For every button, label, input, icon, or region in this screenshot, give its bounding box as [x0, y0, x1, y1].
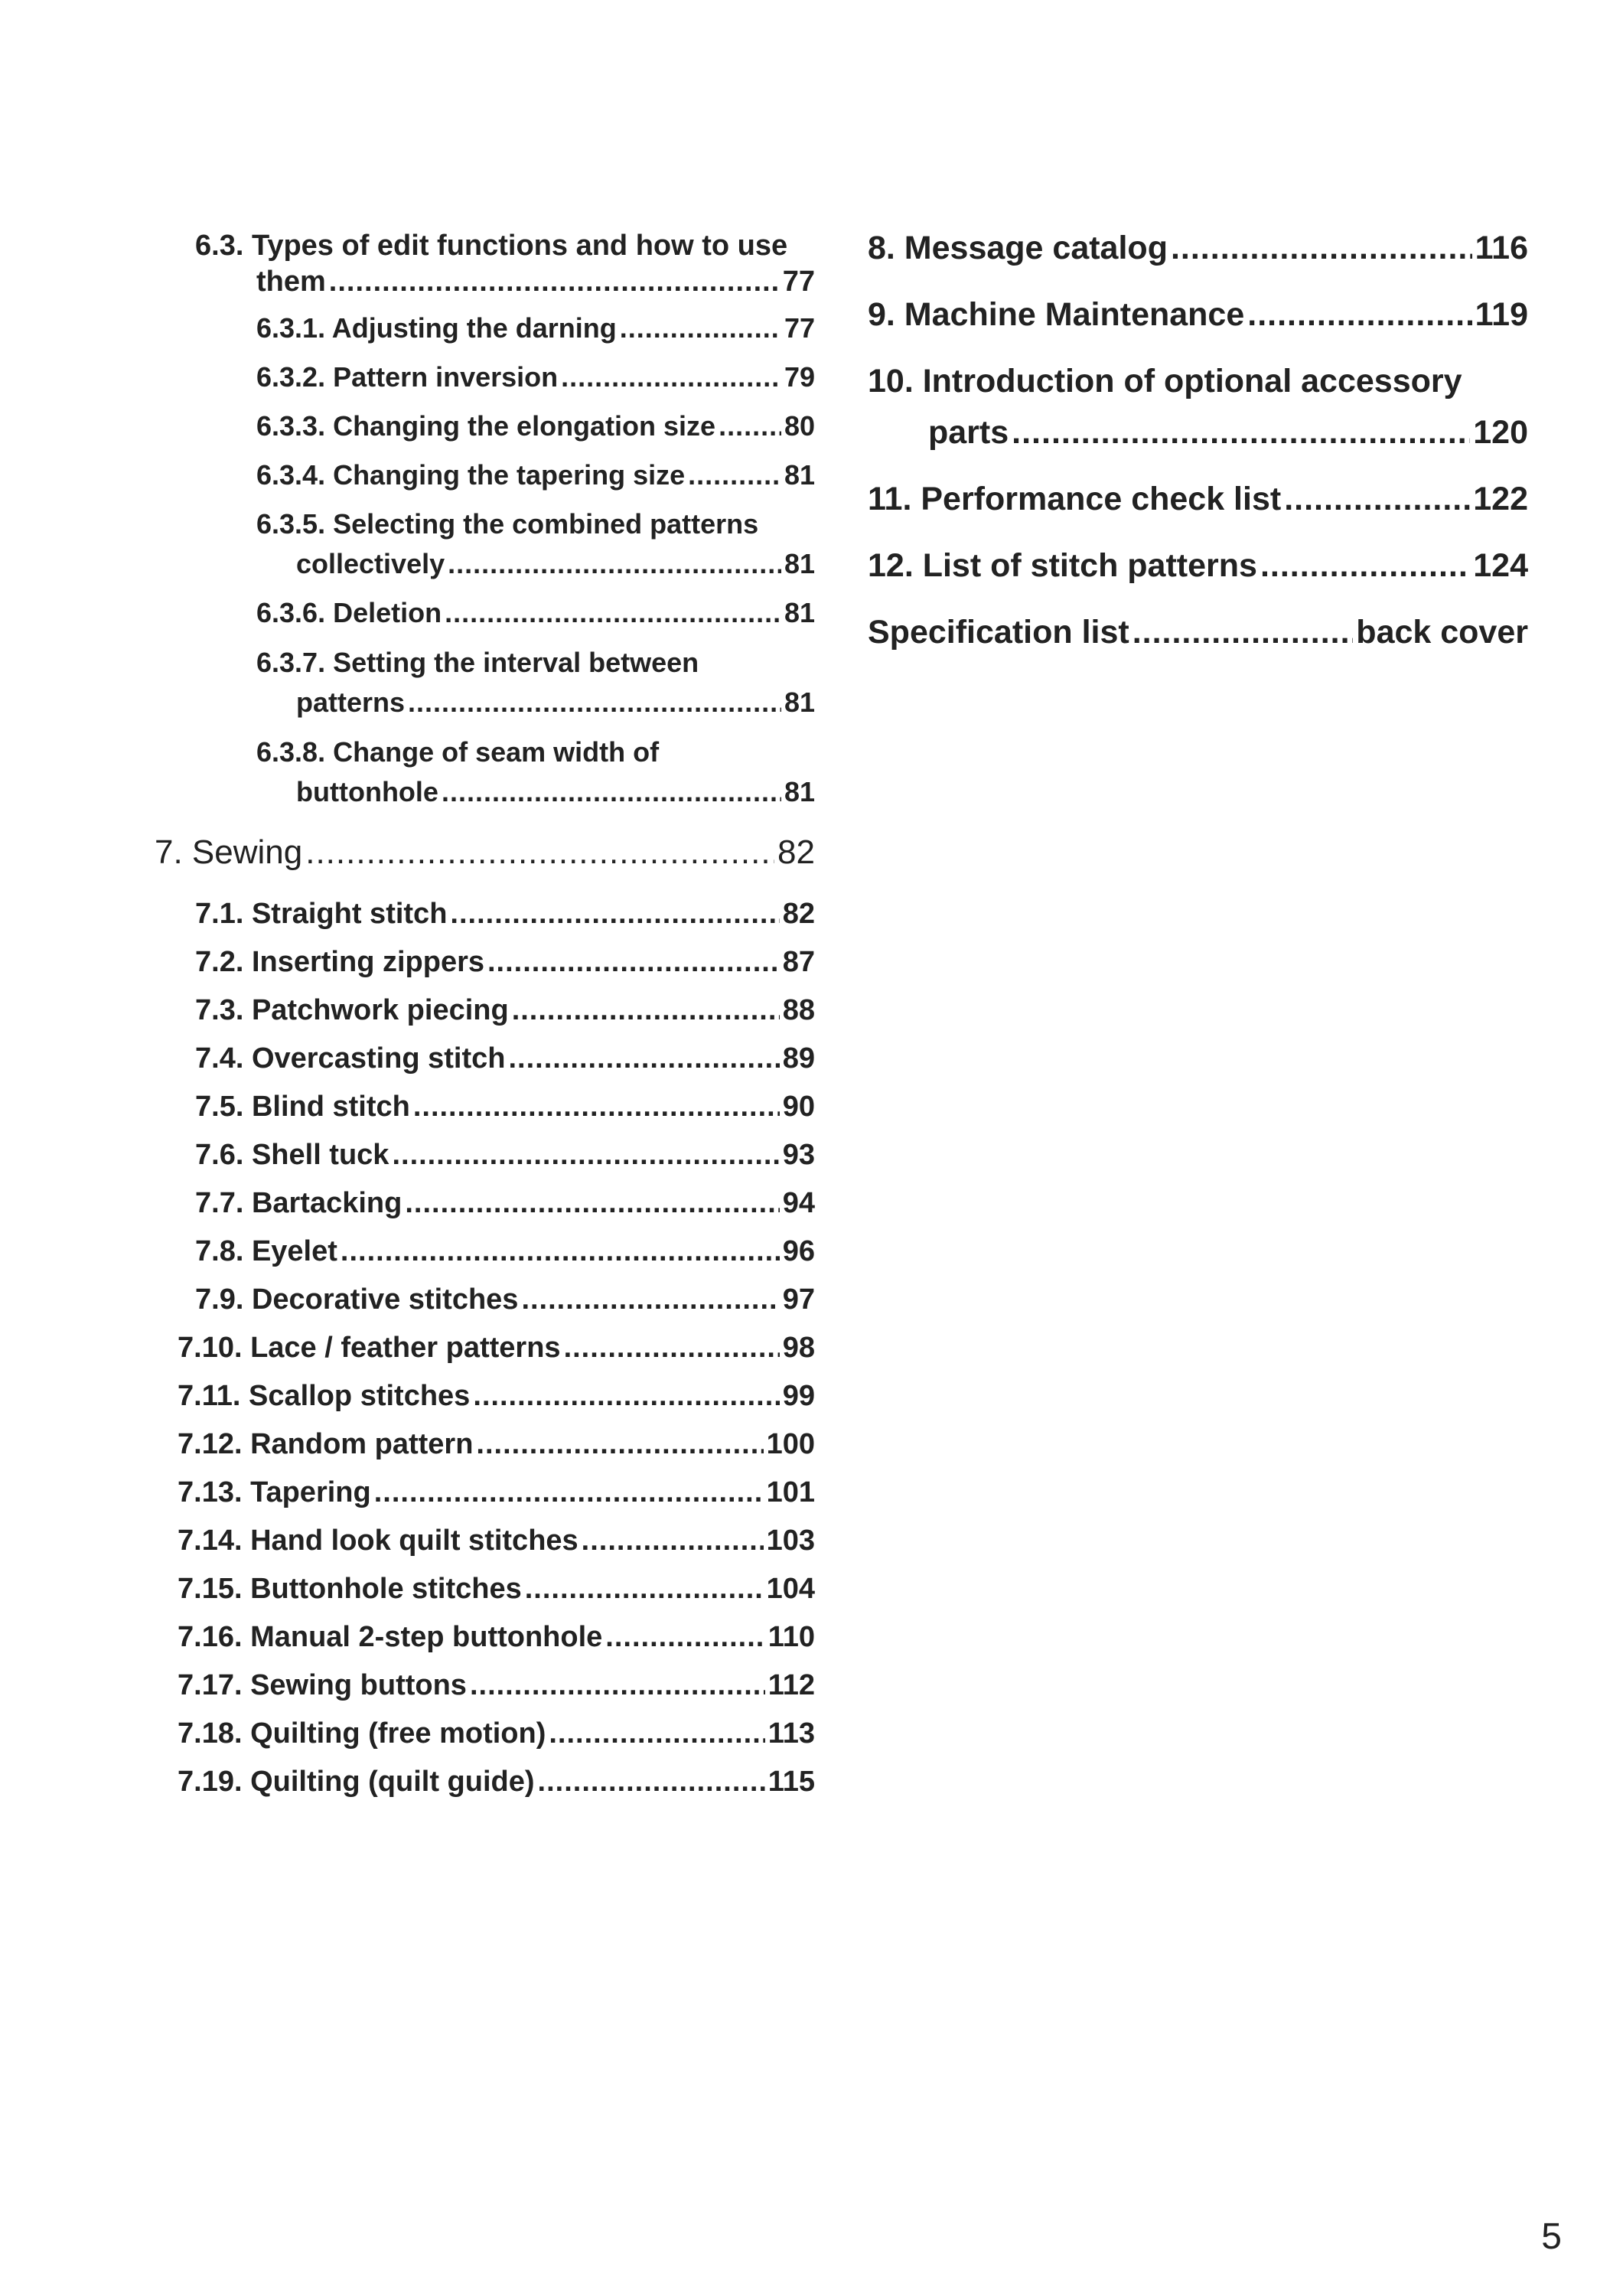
toc-entry-page: 119 [1475, 296, 1528, 333]
leader-dots [564, 1332, 780, 1365]
toc-chapter-10[interactable] [928, 414, 1528, 452]
toc-entry-page: 97 [782, 1283, 815, 1316]
toc-chapter-12[interactable] [868, 547, 1528, 585]
toc-entry-page: 77 [784, 312, 815, 344]
toc-entry-title: 7.7. Bartacking [195, 1187, 402, 1219]
leader-dots [538, 1766, 765, 1799]
toc-entry-page: 115 [768, 1766, 815, 1798]
toc-entry-title: 7.5. Blind stitch [195, 1091, 410, 1123]
leader-dots [1133, 614, 1354, 651]
toc-entry-page: 93 [782, 1139, 815, 1171]
toc-entry-7-12[interactable] [178, 1428, 815, 1461]
toc-entry-page: 81 [784, 459, 815, 491]
toc-entry-title: Specification list [868, 614, 1129, 651]
toc-entry-page: 79 [784, 361, 815, 393]
toc-chapter-10-line1[interactable]: 10. Introduction of optional accessory [868, 363, 1462, 400]
toc-entry-title: 7.2. Inserting zippers [195, 946, 484, 978]
toc-entry-6-3-8-line1[interactable]: 6.3.8. Change of seam width of [256, 736, 660, 768]
toc-entry-title: 7.1. Straight stitch [195, 898, 448, 930]
leader-dots [329, 266, 780, 298]
page-number: 5 [1541, 2216, 1562, 2257]
toc-entry-7-16[interactable] [178, 1621, 815, 1654]
toc-entry-7-7[interactable] [195, 1187, 815, 1220]
toc-entry-page: 116 [1475, 230, 1528, 266]
toc-entry-page: 87 [782, 946, 815, 978]
toc-entry-6-3-5-line1[interactable]: 6.3.5. Selecting the combined patterns [256, 508, 759, 540]
toc-entry-title: 7. Sewing [155, 833, 303, 871]
toc-entry-title: parts [928, 414, 1009, 451]
toc-entry-6-3-7[interactable] [296, 687, 815, 719]
toc-entry-page: 98 [782, 1332, 815, 1364]
leader-dots [549, 1717, 764, 1750]
toc-entry-title: buttonhole [296, 776, 438, 807]
toc-entry-page: 96 [782, 1235, 815, 1267]
toc-entry-page: 120 [1473, 414, 1528, 451]
leader-dots [341, 1235, 780, 1268]
leader-dots [561, 361, 781, 393]
toc-entry-title: 7.14. Hand look quilt stitches [178, 1525, 578, 1557]
toc-entry-page: 82 [782, 898, 815, 930]
toc-entry-7-3[interactable] [195, 994, 815, 1027]
toc-chapter-7[interactable] [155, 833, 815, 872]
toc-entry-page: 88 [782, 994, 815, 1026]
toc-entry-7-5[interactable] [195, 1091, 815, 1124]
toc-entry-title: 7.12. Random pattern [178, 1428, 474, 1460]
leader-dots [1260, 547, 1470, 585]
leader-dots [1012, 414, 1470, 452]
toc-entry-6-3-7-line1[interactable]: 6.3.7. Setting the interval between [256, 647, 699, 678]
leader-dots [476, 1428, 763, 1461]
toc-entry-7-11[interactable] [178, 1380, 815, 1413]
toc-entry-title: 9. Machine Maintenance [868, 296, 1245, 333]
leader-dots [620, 312, 781, 344]
leader-dots [442, 776, 781, 808]
toc-entry-title: them [256, 266, 326, 298]
toc-entry-page: 99 [782, 1380, 815, 1412]
leader-dots [688, 459, 781, 491]
toc-entry-title: collectively [296, 548, 445, 579]
toc-entry-7-15[interactable] [178, 1573, 815, 1606]
leader-dots [1247, 296, 1471, 334]
toc-entry-title: 6.3.3. Changing the elongation size [256, 410, 716, 442]
leader-dots [605, 1621, 764, 1654]
toc-entry-title: 8. Message catalog [868, 230, 1168, 266]
leader-dots [487, 946, 780, 979]
toc-entry-6-3-2[interactable] [256, 361, 815, 393]
toc-entry-title: 6.3.6. Deletion [256, 597, 442, 628]
leader-dots [521, 1283, 779, 1316]
toc-entry-title: 6.3.2. Pattern inversion [256, 361, 559, 393]
toc-entry-7-8[interactable] [195, 1235, 815, 1268]
toc-entry-page: back cover [1356, 614, 1528, 651]
toc-entry-title: 7.6. Shell tuck [195, 1139, 389, 1171]
toc-specification-list[interactable] [868, 614, 1528, 651]
toc-entry-7-6[interactable] [195, 1139, 815, 1172]
toc-entry-title: 7.17. Sewing buttons [178, 1669, 467, 1701]
leader-dots [525, 1573, 764, 1606]
toc-entry-title: 7.9. Decorative stitches [195, 1283, 519, 1316]
leader-dots [719, 410, 781, 442]
leader-dots [509, 1042, 780, 1075]
toc-entry-page: 81 [784, 687, 815, 718]
toc-entry-6-3-line1[interactable]: 6.3. Types of edit functions and how to use [195, 230, 788, 262]
leader-dots [305, 833, 774, 872]
toc-entry-title: 7.11. Scallop stitches [178, 1380, 471, 1412]
leader-dots [448, 548, 781, 580]
toc-entry-title: 7.8. Eyelet [195, 1235, 337, 1267]
leader-dots [450, 898, 779, 931]
toc-entry-6-3-4[interactable] [256, 459, 815, 491]
toc-entry-7-4[interactable] [195, 1042, 815, 1075]
toc-entry-6-3-1[interactable] [256, 312, 815, 344]
leader-dots [392, 1139, 779, 1172]
toc-chapter-8[interactable] [868, 230, 1528, 267]
toc-entry-page: 122 [1473, 481, 1528, 517]
toc-entry-7-1[interactable] [195, 898, 815, 931]
toc-entry-title: 7.10. Lace / feather patterns [178, 1332, 561, 1364]
toc-entry-7-2[interactable] [195, 946, 815, 979]
toc-entry-page: 113 [768, 1717, 815, 1750]
leader-dots [445, 597, 781, 629]
toc-entry-page: 89 [782, 1042, 815, 1075]
toc-entry-title: 7.13. Tapering [178, 1476, 371, 1508]
toc-entry-7-19[interactable] [178, 1766, 815, 1799]
toc-entry-6-3-5[interactable] [296, 548, 815, 580]
leader-dots [374, 1476, 764, 1509]
leader-dots [473, 1380, 779, 1413]
toc-entry-page: 100 [766, 1428, 815, 1460]
toc-entry-title: 7.3. Patchwork piecing [195, 994, 509, 1026]
toc-entry-title: 7.16. Manual 2-step buttonhole [178, 1621, 603, 1653]
toc-chapter-9[interactable] [868, 296, 1528, 334]
toc-entry-page: 124 [1473, 547, 1528, 584]
toc-entry-7-14[interactable] [178, 1525, 815, 1557]
toc-entry-title: 7.15. Buttonhole stitches [178, 1573, 522, 1605]
toc-entry-page: 80 [784, 410, 815, 442]
toc-entry-7-9[interactable] [195, 1283, 815, 1316]
toc-entry-title: 11. Performance check list [868, 481, 1282, 517]
toc-entry-page: 77 [782, 266, 815, 298]
toc-entry-page: 103 [766, 1525, 815, 1557]
toc-entry-page: 104 [766, 1573, 815, 1605]
toc-entry-page: 81 [784, 597, 815, 628]
leader-dots [512, 994, 780, 1027]
toc-entry-page: 82 [777, 833, 815, 871]
toc-entry-page: 90 [782, 1091, 815, 1123]
toc-entry-title: 6.3.1. Adjusting the darning [256, 312, 617, 344]
toc-entry-page: 94 [782, 1187, 815, 1219]
toc-entry-6-3-8[interactable] [296, 776, 815, 808]
toc-entry-title: 7.19. Quilting (quilt guide) [178, 1766, 535, 1798]
toc-entry-6-3-3[interactable] [256, 410, 815, 442]
toc-entry-7-17[interactable] [178, 1669, 815, 1702]
toc-entry-7-10[interactable] [178, 1332, 815, 1365]
leader-dots [582, 1525, 764, 1557]
toc-chapter-11[interactable] [868, 481, 1528, 518]
toc-entry-page: 112 [768, 1669, 815, 1701]
leader-dots [1171, 230, 1472, 267]
leader-dots [413, 1091, 780, 1124]
toc-entry-page: 101 [766, 1476, 815, 1508]
leader-dots [1284, 481, 1470, 518]
toc-entry-title: patterns [296, 687, 406, 718]
toc-entry-title: 12. List of stitch patterns [868, 547, 1257, 584]
toc-entry-6-3-6[interactable] [256, 597, 815, 629]
toc-entry-title: 7.18. Quilting (free motion) [178, 1717, 546, 1750]
leader-dots [470, 1669, 765, 1702]
leader-dots [405, 1187, 779, 1220]
toc-entry-page: 110 [768, 1621, 815, 1653]
toc-entry-title: 7.4. Overcasting stitch [195, 1042, 506, 1075]
toc-entry-7-13[interactable] [178, 1476, 815, 1509]
toc-entry-7-18[interactable] [178, 1717, 815, 1750]
leader-dots [408, 687, 781, 719]
toc-entry-page: 81 [784, 548, 815, 579]
toc-entry-title: 6.3.4. Changing the tapering size [256, 459, 686, 491]
toc-entry-page: 81 [784, 776, 815, 807]
toc-entry-6-3[interactable] [256, 266, 815, 298]
